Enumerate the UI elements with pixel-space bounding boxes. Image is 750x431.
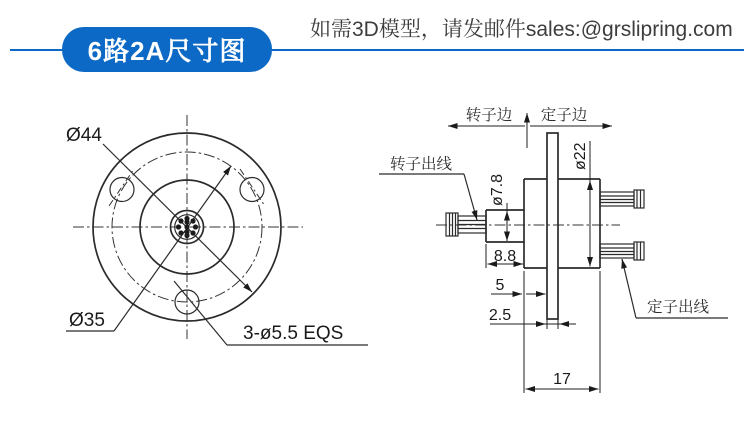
dim-flange-thickness: 2.5	[488, 307, 512, 324]
hole-centerline-upper-right	[240, 169, 265, 206]
rotor-shaft	[486, 210, 524, 242]
stator-wire-bundle-top	[600, 190, 644, 208]
front-view	[66, 115, 368, 345]
contact-note: 如需3D模型，请发邮件sales:@grslipring.com	[310, 18, 733, 41]
leader-bolt-circle	[114, 166, 231, 331]
label-stator-side: 定子边	[540, 107, 588, 124]
dim-mount-holes: 3-ø5.5 EQS	[243, 323, 344, 344]
label-stator-wires: 定子出线	[646, 299, 710, 316]
dim-flange-offset: 5	[495, 277, 505, 294]
leader-rotor-wires	[464, 174, 477, 220]
stator-wire-bundle-bottom	[600, 242, 644, 260]
flange-plate	[547, 133, 558, 319]
side-view	[379, 106, 728, 393]
label-rotor-side: 转子边	[465, 107, 513, 124]
leader-stator-wires	[622, 259, 636, 318]
label-rotor-wires: 转子出线	[389, 156, 453, 173]
dim-outer-diameter: Ø44	[66, 125, 102, 146]
dim-body-diameter: ø22	[572, 142, 589, 170]
body-outline	[524, 179, 600, 268]
dim-bolt-circle-diameter: Ø35	[69, 310, 105, 331]
dim-shaft-diameter: ø7.8	[489, 173, 506, 206]
rotor-wire-bundle	[446, 213, 486, 236]
dim-shaft-length: 8.8	[493, 248, 517, 265]
dim-body-length: 17	[553, 371, 571, 388]
title-badge-label: 6路2A尺寸图	[87, 36, 247, 66]
hole-centerline-upper-left	[109, 169, 134, 206]
